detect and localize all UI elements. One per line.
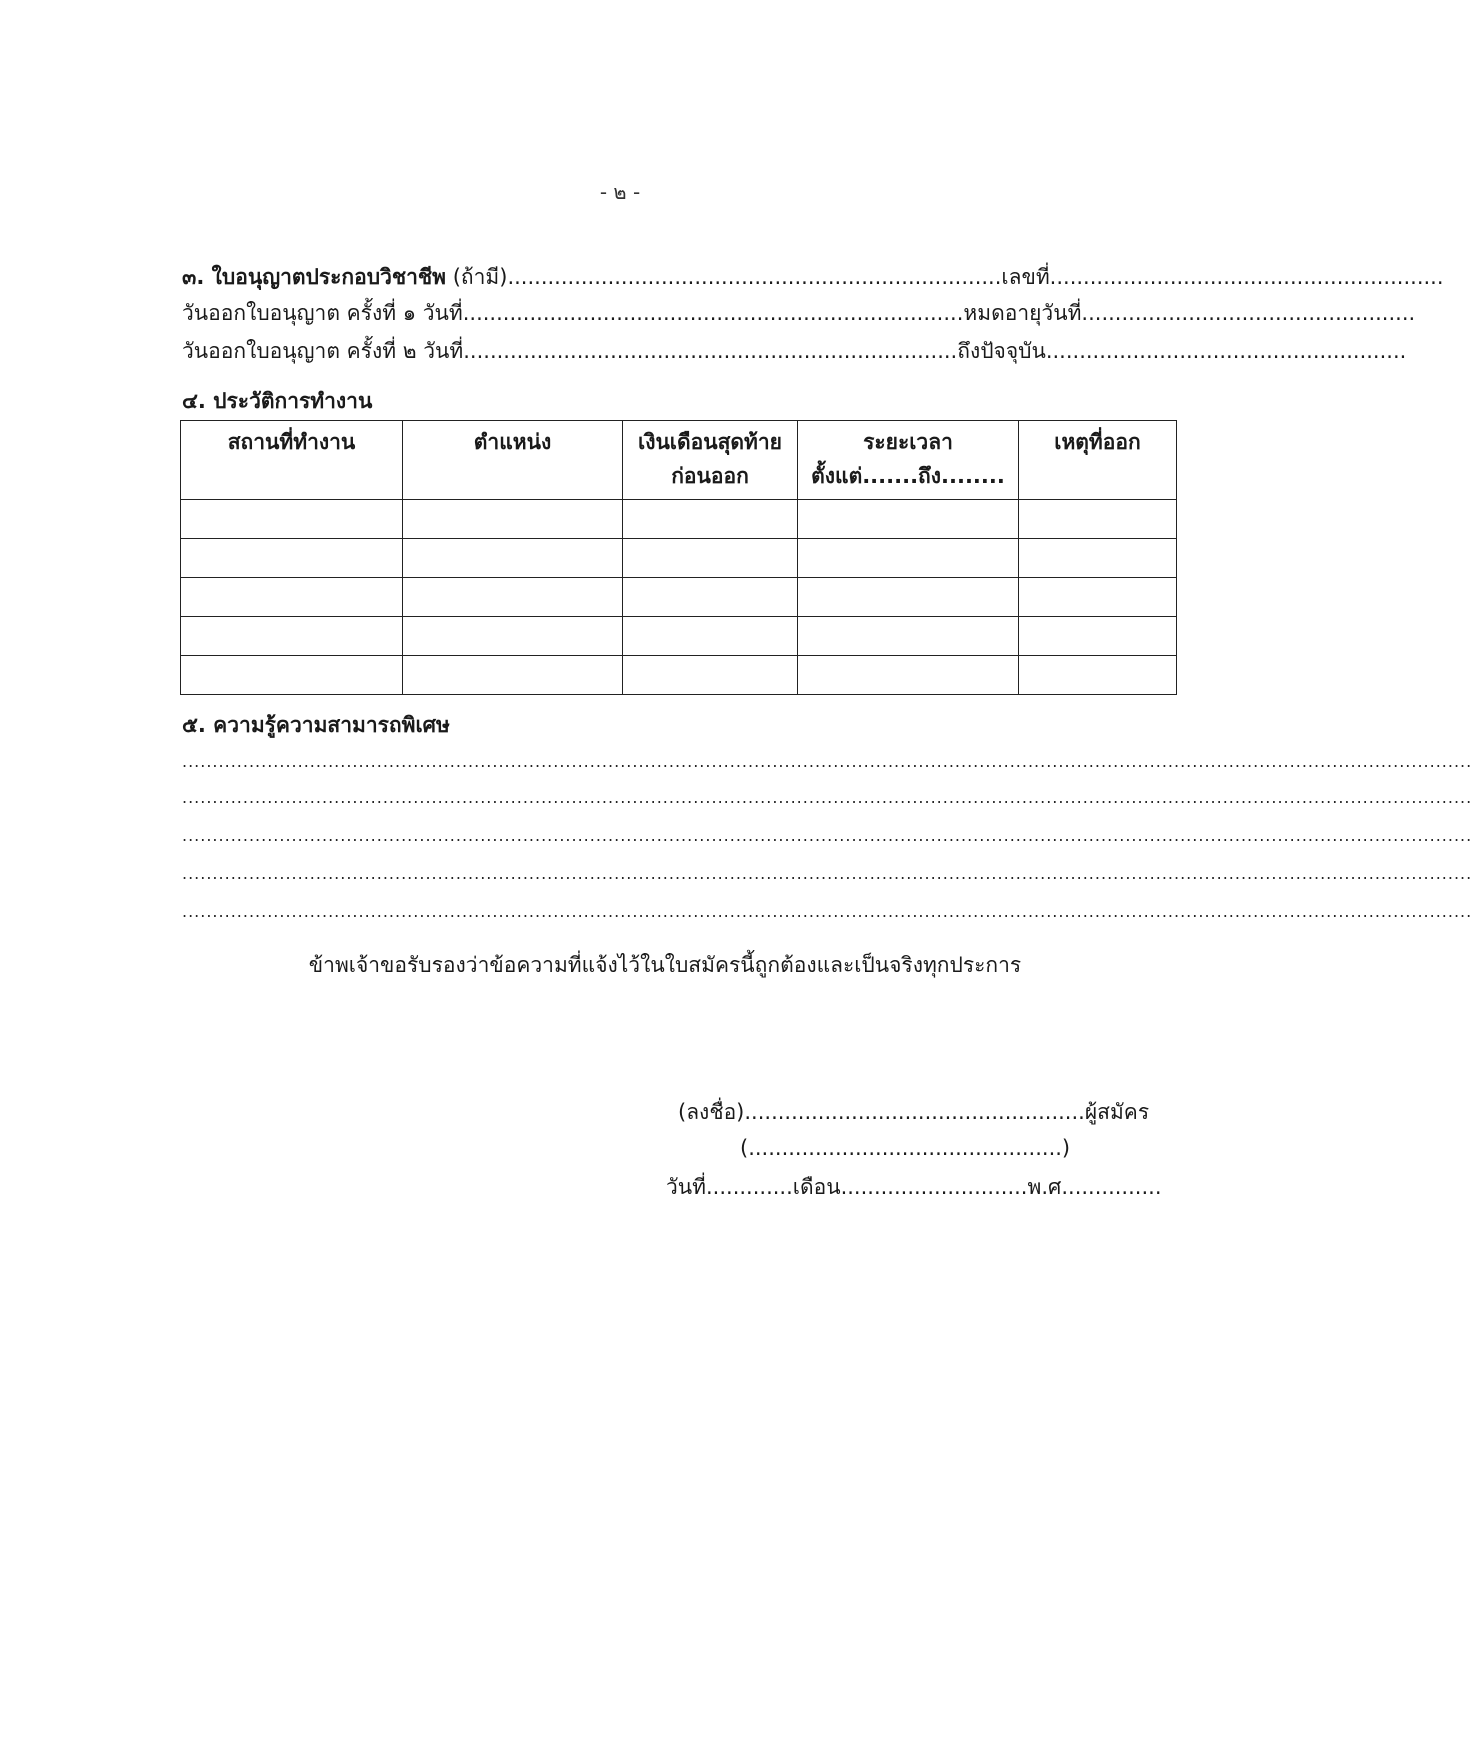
header-period-line1: ระยะเวลา [863,430,953,454]
skills-line-2[interactable]: .................................................................................................................................................................................................................... [182,788,1472,807]
month-label: เดือน [792,1175,841,1199]
table-row [181,656,1177,695]
license-number-label: เลขที่ [1001,265,1050,289]
table-cell[interactable] [1019,656,1177,695]
skills-line-1[interactable]: .................................................................................................................................................................................................................... [182,752,1472,771]
if-any-note: (ถ้ามี) [452,265,508,289]
signature-line [678,1097,1149,1127]
section3-heading: ๓. ใบอนุญาตประกอบวิชาชีพ [182,265,446,289]
expiry-date-field[interactable]: .................................................. [1081,301,1416,325]
table-cell[interactable] [798,539,1019,578]
table-cell[interactable] [1019,617,1177,656]
first-issue-label: วันออกใบอนุญาต ครั้งที่ ๑ วันที่ [182,301,463,325]
table-cell[interactable] [181,656,403,695]
table-cell[interactable] [623,500,798,539]
table-cell[interactable] [403,617,623,656]
table-cell[interactable] [403,539,623,578]
skills-line-3[interactable]: .................................................................................................................................................................................................................... [182,826,1472,845]
year-field[interactable]: ............... [1061,1175,1162,1199]
table-row [181,617,1177,656]
header-reason: เหตุที่ออก [1019,421,1177,500]
table-cell[interactable] [403,500,623,539]
table-cell[interactable] [1019,578,1177,617]
license-line-2 [182,298,1415,328]
header-salary-line2: ก่อนออก [671,464,749,488]
date-line [666,1172,1162,1202]
header-position: ตำแหน่ง [403,421,623,500]
header-period-line2: ตั้งแต่.......ถึง........ [811,464,1005,488]
license-line-3 [182,336,1406,366]
table-header-row [181,421,1177,500]
skills-line-4[interactable]: .................................................................................................................................................................................................................... [182,864,1472,883]
first-issue-date-field[interactable]: ........................................................................... [462,301,964,325]
table-row [181,578,1177,617]
table-cell[interactable] [181,500,403,539]
to-present-label: ถึงปัจจุบัน [957,339,1046,363]
second-issue-date-field[interactable]: .......................................................................... [463,339,958,363]
page-number: - ๒ - [599,180,641,204]
certification-statement: ข้าพเจ้าขอรับรองว่าข้อความที่แจ้งไว้ในใบสมัครนี้ถูกต้องและเป็นจริงทุกประการ [308,953,1022,977]
table-cell[interactable] [403,578,623,617]
applicant-label: ผู้สมัคร [1084,1100,1150,1124]
printed-name-field[interactable]: (...............................................) [740,1136,1071,1160]
license-name-field[interactable]: .......................................................................... [507,265,1002,289]
header-workplace: สถานที่ทำงาน [181,421,403,500]
table-cell[interactable] [181,617,403,656]
day-field[interactable]: ............. [706,1175,793,1199]
sign-label: (ลงชื่อ) [678,1100,745,1124]
table-row [181,539,1177,578]
table-cell[interactable] [623,617,798,656]
year-label: พ.ศ [1027,1175,1062,1199]
header-salary [623,421,798,500]
date-label: วันที่ [666,1175,706,1199]
table-cell[interactable] [623,656,798,695]
header-salary-line1: เงินเดือนสุดท้าย [638,430,782,454]
signature-field[interactable]: ................................................... [744,1100,1085,1124]
section5-heading: ๕. ความรู้ความสามารถพิเศษ [182,713,450,737]
table-cell[interactable] [798,656,1019,695]
table-cell[interactable] [1019,539,1177,578]
table-cell[interactable] [623,539,798,578]
table-cell[interactable] [623,578,798,617]
table-cell[interactable] [1019,500,1177,539]
license-line-1 [182,262,1444,292]
to-present-field[interactable]: ...................................................... [1045,339,1407,363]
table-cell[interactable] [798,578,1019,617]
license-number-field[interactable]: ........................................................... [1049,265,1444,289]
second-issue-label: วันออกใบอนุญาต ครั้งที่ ๒ วันที่ [182,339,464,363]
table-cell[interactable] [403,656,623,695]
work-history-table [180,420,1177,695]
table-row [181,500,1177,539]
table-cell[interactable] [798,500,1019,539]
expiry-label: หมดอายุวันที่ [963,301,1082,325]
month-field[interactable]: ............................ [840,1175,1028,1199]
table-cell[interactable] [181,578,403,617]
table-cell[interactable] [798,617,1019,656]
section4-heading: ๔. ประวัติการทำงาน [182,389,373,413]
header-period [798,421,1019,500]
table-cell[interactable] [181,539,403,578]
skills-line-5[interactable]: .................................................................................................................................................................................................................... [182,902,1472,921]
